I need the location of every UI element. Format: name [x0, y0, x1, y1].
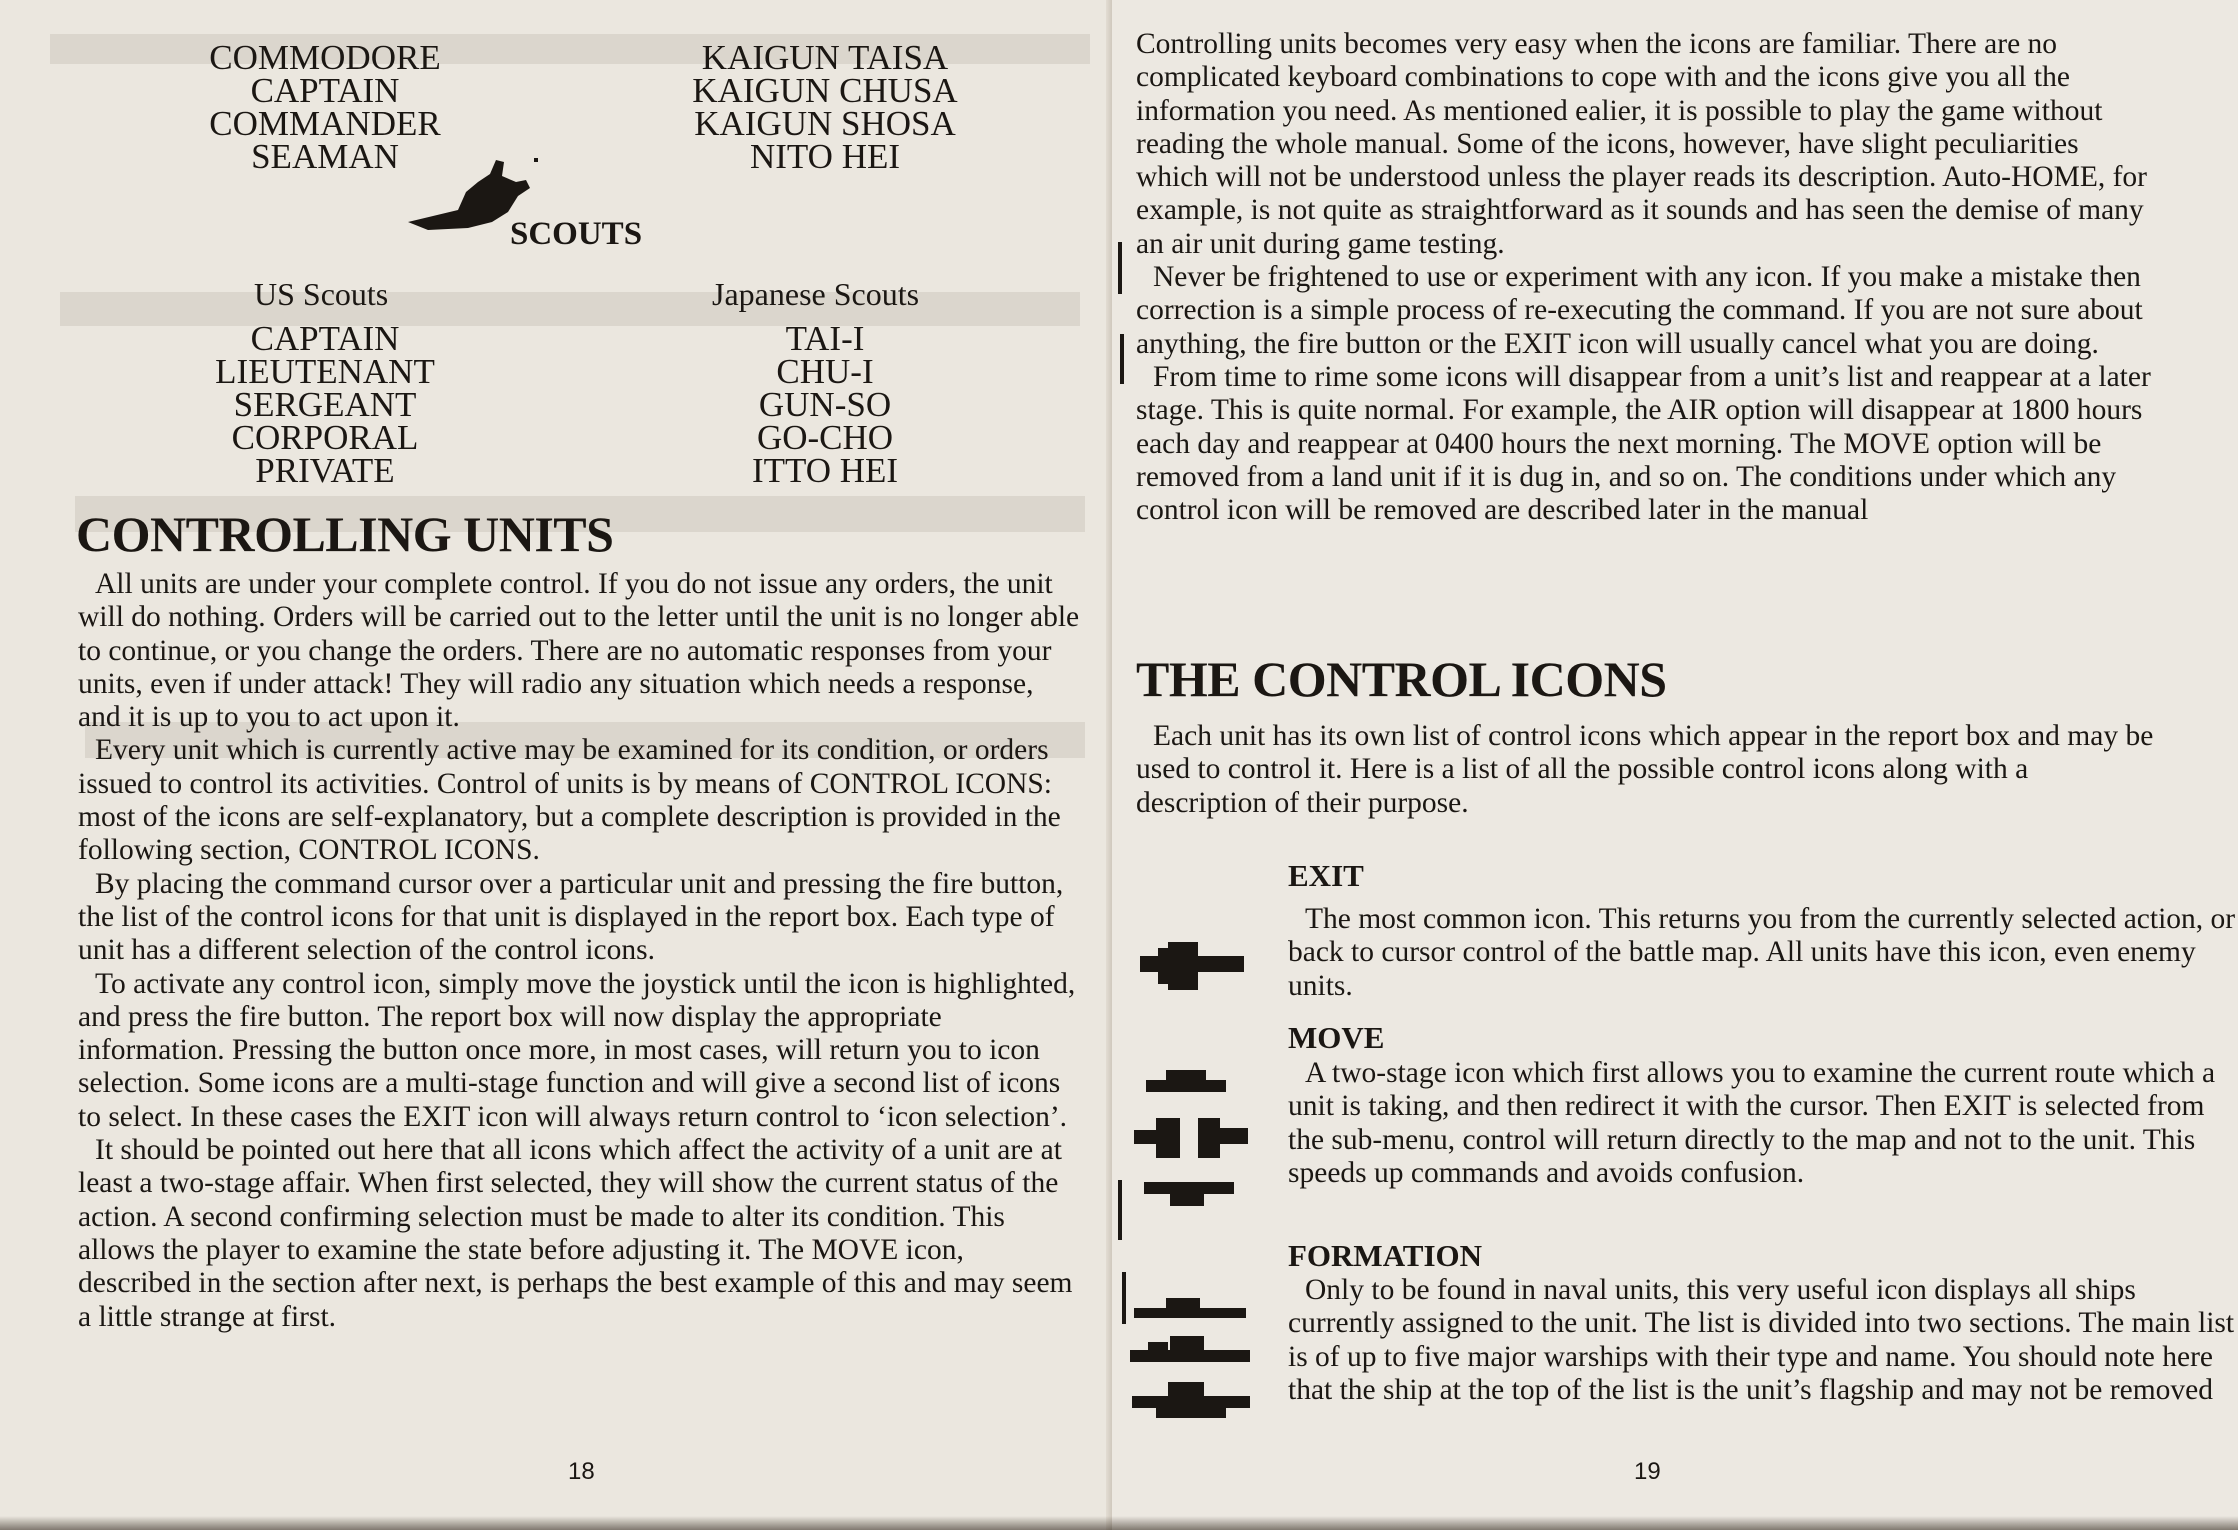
icon-description [1288, 1057, 2228, 1190]
paragraph: Controlling units becomes very easy when the icons are familiar. There are no complicated keyboard combinations to cope with and the icons give you all the information you need. As mentioned ealier, it is possible to play the game without reading the whole manual. Some of the icons, however, have slight peculiarities which will not be understood unless the player reads its description. Auto-HOME, for example, is not quite as straightforward as it sounds and has seen the demise of many an air unit during game testing. [1136, 28, 2148, 260]
move-arrows-icon [1126, 1066, 1256, 1216]
icon-description [1288, 1274, 2238, 1407]
icon-title: FORMATION [1288, 1238, 1483, 1273]
paragraph: A two-stage icon which first allows you to examine the current route which a unit is taking, and then redirect it with the cursor. Then EXIT is selected from the sub-menu, control will return directly to the map and not to the unit. This speeds up commands and avoids confusion. [1288, 1057, 2216, 1189]
rank-item: NITO HEI [749, 137, 900, 176]
rank-item: COMMANDER [209, 104, 441, 143]
rank-item: CORPORAL [231, 418, 419, 457]
page-number: 18 [568, 1458, 595, 1485]
right-page [1112, 0, 2238, 1530]
ships-formation-icon [1126, 1296, 1256, 1426]
exit-arrow-icon [1138, 938, 1246, 994]
intro-text [1136, 720, 2156, 820]
icon-title: MOVE [1288, 1020, 1385, 1055]
rank-item: SERGEANT [233, 385, 417, 424]
rank-item: TAI-I [785, 319, 865, 358]
bleed-through-band [60, 292, 1080, 326]
japanese-scouts-label: Japanese Scouts [712, 276, 920, 312]
rank-item: PRIVATE [255, 451, 395, 490]
paragraph: Every unit which is currently active may be examined for its condition, or orders issued to control its activities. Control of units is by means of CONTROL ICONS: most of the icons are self-explanatory, but a complete description is provided in the following section, CONTROL ICONS. [78, 734, 1061, 867]
japanese-scout-ranks [710, 319, 940, 490]
paragraph: Never be frightened to use or experiment with any icon. If you make a mistake then correction is a simple process of re-executing the command. If you are not sure about anything, the fire button or the EXIT icon will usually cancel what you are doing. [1136, 261, 2143, 360]
rank-item: GO-CHO [756, 418, 894, 457]
rank-item: KAIGUN TAISA [701, 38, 949, 77]
rank-item: CAPTAIN [250, 71, 400, 110]
rank-item: CAPTAIN [250, 319, 400, 358]
left-page [0, 0, 1112, 1530]
body-text [78, 568, 1080, 1334]
japanese-naval-ranks [680, 38, 970, 176]
paragraph: It should be pointed out here that all icons which affect the activity of a unit are at least a two-stage affair. When first selected, they will show the current status of the action. A second confirming selection must be made to alter its condition. This allows the player to examine the state before adjusting it. The MOVE icon, described in the section after next, is perhaps the best example of this and may seem a little strange at first. [78, 1134, 1073, 1333]
rank-item: GUN-SO [758, 385, 892, 424]
icon-title: EXIT [1288, 858, 1364, 893]
rank-item: CHU-I [776, 352, 874, 391]
section-heading: CONTROLLING UNITS [76, 506, 614, 562]
rank-item: KAIGUN CHUSA [692, 71, 958, 110]
rank-item: ITTO HEI [751, 451, 899, 490]
icon-description [1288, 903, 2238, 1003]
margin-mark [1118, 242, 1122, 294]
us-scout-ranks [200, 319, 450, 490]
rank-item: SEAMAN [251, 137, 399, 176]
paragraph: Each unit has its own list of control icons which appear in the report box and may be used to control it. Here is a list of all the possible control icons along with a description of their purpose. [1136, 720, 2154, 819]
rank-item: KAIGUN SHOSA [694, 104, 956, 143]
us-scouts-label: US Scouts [254, 276, 389, 312]
paragraph: To activate any control icon, simply move the joystick until the icon is highlighted, and press the fire button. The report box will now display the appropriate information. Pressing the button once more, in most cases, will return you to icon selection. Some icons are a multi-stage function and will give a second list of icons to select. In these cases the EXIT icon will always return control to ‘icon selection’. [78, 967, 1076, 1133]
body-text [1136, 28, 2156, 527]
scouts-heading: SCOUTS [510, 216, 643, 252]
page-number: 19 [1634, 1458, 1661, 1485]
section-heading: THE CONTROL ICONS [1136, 651, 1667, 707]
paragraph: Only to be found in naval units, this very useful icon displays all ships currently assigned to the unit. The list is divided into two sections. The main list is of up to five major warships with their type and name. You should note here that the ship at the top of the list is the unit’s flagship and may not be removed [1288, 1274, 2235, 1406]
rank-item: COMMODORE [209, 38, 441, 77]
paragraph: All units are under your complete control. If you do not issue any orders, the unit will do nothing. Orders will be carried out to the letter until the unit is no longer able to continue, or you change the orders. There are no automatic responses from your units, even if under attack! They will radio any situation which needs a response, and it is up to you to act upon it. [78, 568, 1080, 734]
paragraph: From time to rime some icons will disappear from a unit’s list and reappear at a later stage. This is quite normal. For example, the AIR option will disappear at 1800 hours each day and reappear at 0400 hours the next morning. The MOVE option will be removed from a land unit if it is dug in, and so on. The conditions under which any control icon will be removed are described later in the manual [1136, 360, 2151, 527]
margin-mark [1120, 334, 1124, 384]
paragraph: The most common icon. This returns you from the currently selected action, or back to cursor control of the battle map. All units have this icon, even enemy units. [1288, 903, 2236, 1002]
page-bottom-shadow [0, 1516, 2238, 1530]
paragraph: By placing the command cursor over a particular unit and pressing the fire button, the list of the control icons for that unit is displayed in the report box. Each type of unit has a different selection of the control icons. [78, 867, 1064, 967]
rank-item: LIEUTENANT [215, 352, 435, 391]
margin-mark [1118, 1180, 1122, 1240]
